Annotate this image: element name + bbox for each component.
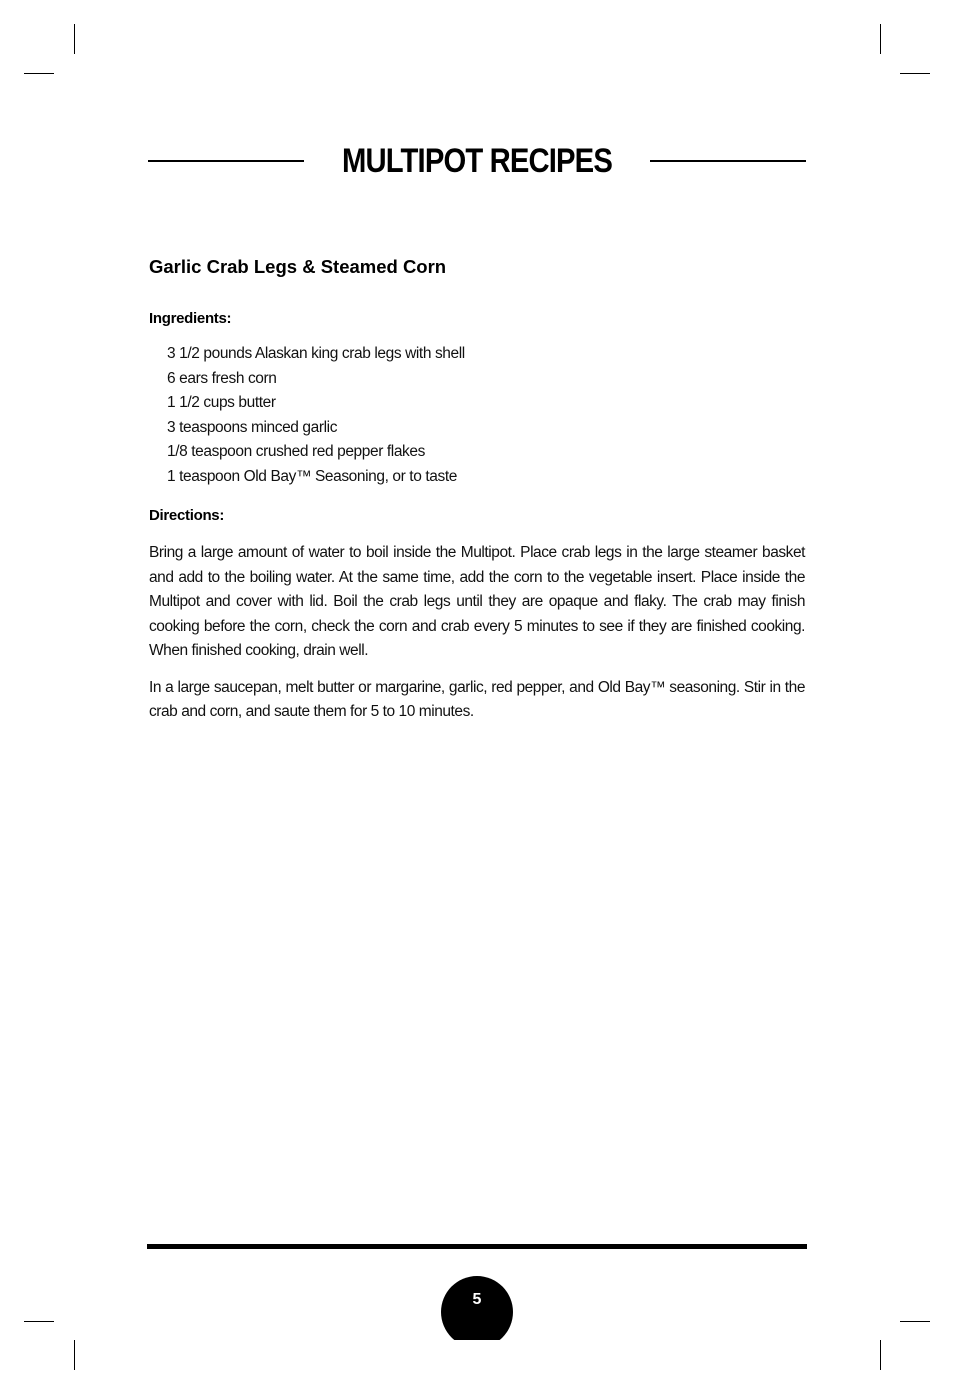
crop-mark-top-right-horizontal: [900, 73, 930, 74]
ingredient-item: 3 teaspoons minced garlic: [167, 418, 338, 436]
title-rule-right: [650, 160, 806, 162]
crop-mark-bottom-right-vertical: [880, 1340, 881, 1370]
ingredient-item: 6 ears fresh corn: [167, 369, 277, 387]
crop-mark-bottom-right-horizontal: [900, 1321, 930, 1322]
direction-paragraph: Bring a large amount of water to boil inside the Multipot. Place crab legs in the large steamer basket and add to the boiling water. At the same time, add the corn to the vegetable insert. Place inside the Multipot and cover with lid. Boil the crab legs until they are opaque and flaky. The crab may finish cooking before the corn, check the corn and crab every 5 minutes to see if they are finished cooking. When finished cooking, drain well.: [149, 544, 805, 659]
page-title: MULTIPOT RECIPES: [342, 141, 613, 180]
crop-mark-top-left-horizontal: [24, 73, 54, 74]
ingredient-item: 3 1/2 pounds Alaskan king crab legs with shell: [167, 345, 465, 362]
title-rule-left: [148, 160, 304, 162]
page-number: 5: [472, 1291, 482, 1308]
crop-mark-bottom-left-vertical: [74, 1340, 75, 1370]
recipe-title: Garlic Crab Legs & Steamed Corn: [149, 256, 447, 277]
crop-mark-top-right-vertical: [880, 24, 881, 54]
recipe-content: [149, 254, 805, 737]
crop-mark-bottom-left-horizontal: [24, 1321, 54, 1322]
footer-rule: [147, 1244, 807, 1249]
crop-mark-top-left-vertical: [74, 24, 75, 54]
direction-paragraph: In a large saucepan, melt butter or margarine, garlic, red pepper, and Old Bay™ seasoning. Stir in the crab and corn, and saute them for 5 to 10 minutes.: [149, 678, 805, 720]
ingredient-item: 1 teaspoon Old Bay™ Seasoning, or to taste: [167, 467, 457, 485]
ingredient-list: [149, 342, 805, 489]
ingredients-heading: Ingredients:: [149, 310, 232, 327]
title-row: [148, 140, 806, 182]
directions-heading: Directions:: [149, 507, 225, 524]
ingredient-item: 1 1/2 cups butter: [167, 394, 276, 411]
ingredient-item: 1/8 teaspoon crushed red pepper flakes: [167, 443, 425, 460]
page-number-badge: [441, 1276, 513, 1340]
